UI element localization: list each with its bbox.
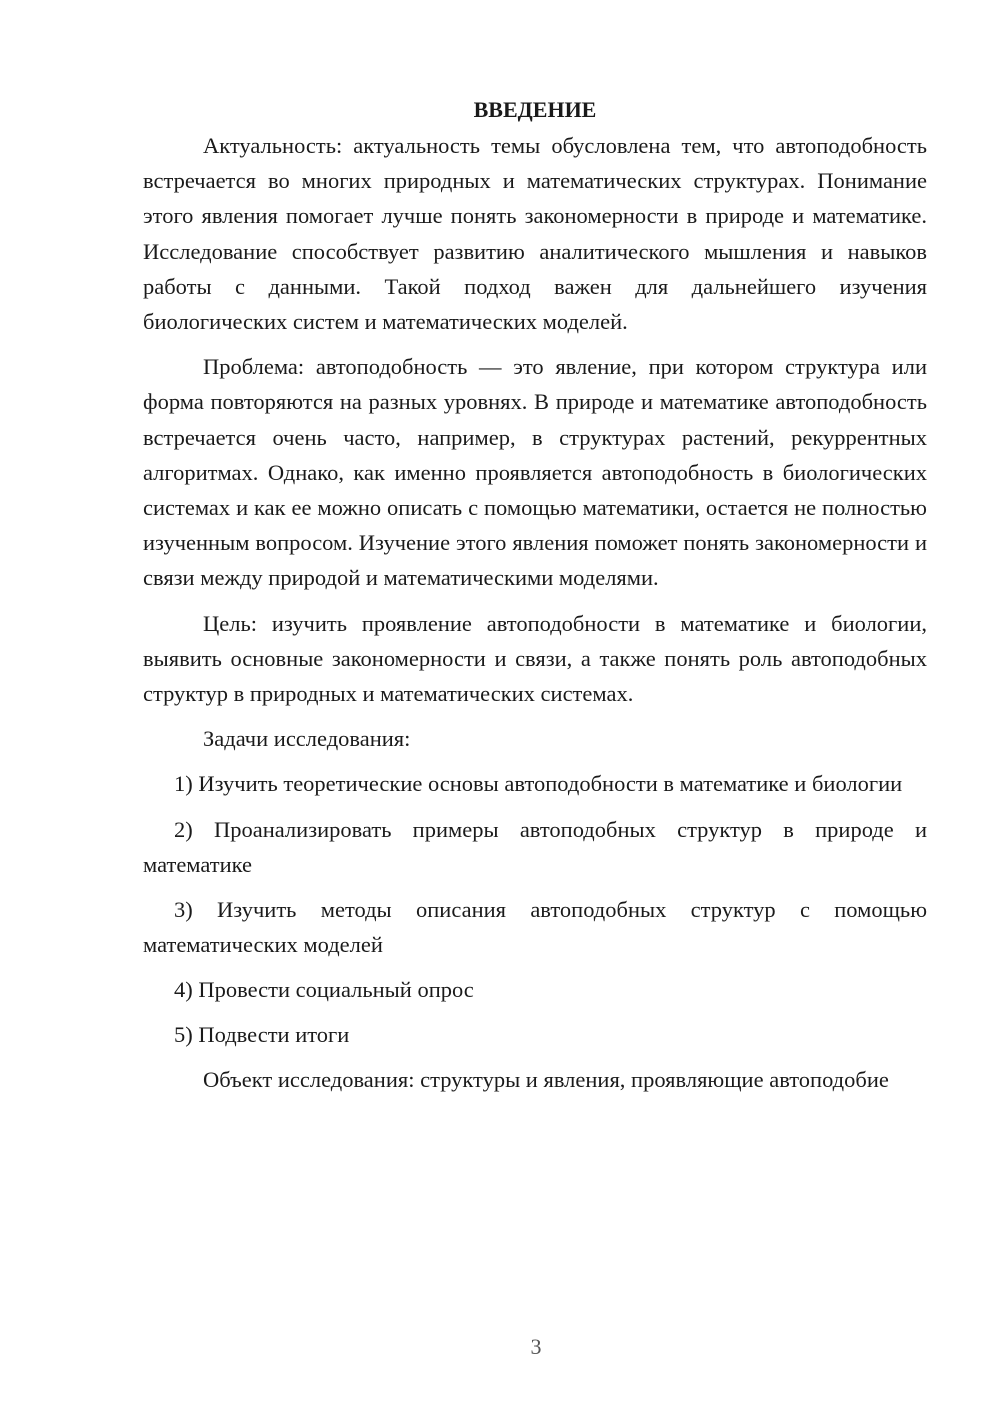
problem-paragraph: Проблема: автоподобность — это явление, при котором структура или форма повторяются на разных уровнях. В природе и математике автоподобность встречается очень часто, например, в структурах растений, рекуррентных алгоритмах. Однако, как именно проявляется автоподобность в биологических системах и как ее можно описать с помощью математики, остается не полностью изученным вопросом. Изучение этого явления поможет понять закономерности и связи между природой и математическими моделями. <box>143 354 927 591</box>
task-item: 2) Проанализировать примеры автоподобных структур в природе и математике <box>143 816 927 877</box>
page-number: 3 <box>530 1334 542 1359</box>
task-item: 3) Изучить методы описания автоподобных структур с помощью математических моделей <box>143 897 927 958</box>
relevance-paragraph: Актуальность: актуальность темы обусловлена тем, что автоподобность встречается во многих природных и математических структурах. Понимание этого явления помогает лучше понять закономерности в природе и математике. Исследование способствует развитию аналитического мышления и навыков работы с данными. Такой подход важен для дальнейшего изучения биологических систем и математических моделей. <box>143 133 927 335</box>
task-item: 1) Изучить теоретические основы автоподобности в математике и биологии <box>174 771 903 797</box>
task-item: 5) Подвести итоги <box>174 1022 350 1048</box>
goal-paragraph: Цель: изучить проявление автоподобности в математике и биологии, выявить основные закономерности и связи, а также понять роль автоподобных структур в природных и математических системах. <box>143 610 927 707</box>
task-item: 4) Провести социальный опрос <box>174 977 474 1003</box>
object-paragraph: Объект исследования: структуры и явления, проявляющие автоподобие <box>203 1067 889 1093</box>
tasks-title: Задачи исследования: <box>203 726 411 752</box>
section-heading: ВВЕДЕНИЕ <box>473 97 597 122</box>
document-page <box>143 92 927 1098</box>
